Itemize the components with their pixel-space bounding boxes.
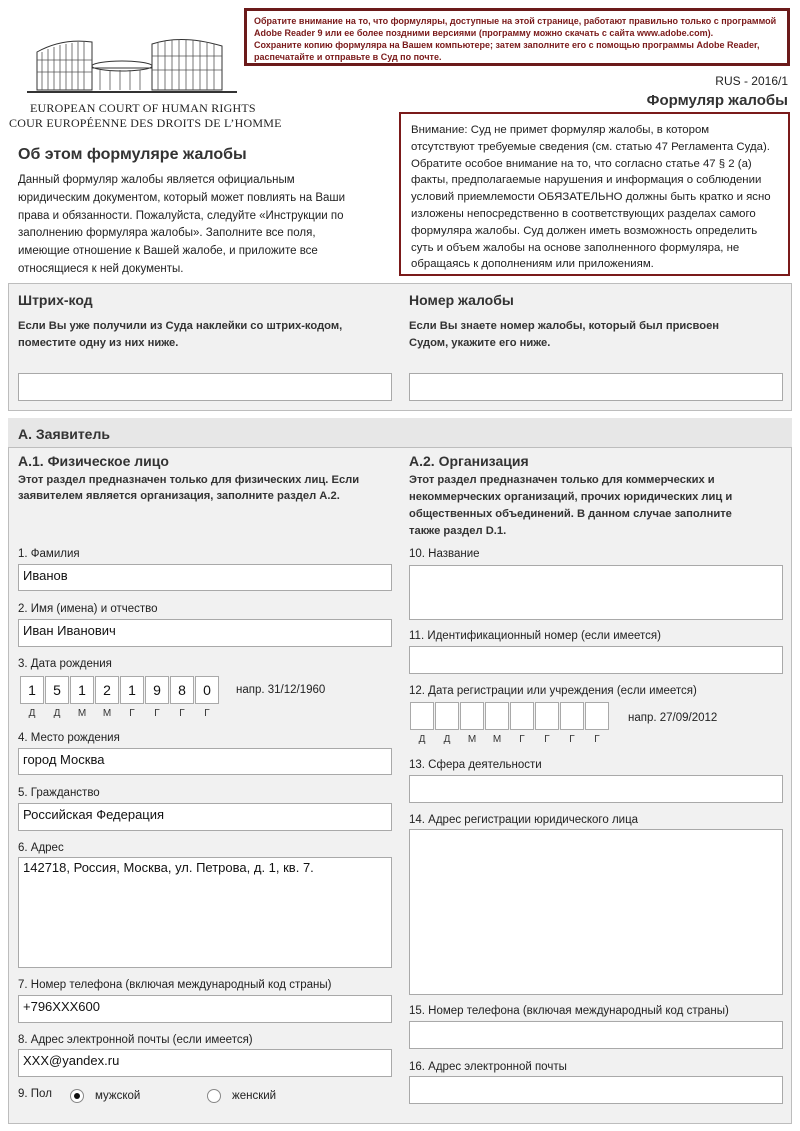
barcode-title: Штрих-код (18, 292, 93, 308)
case-number-desc-line: Судом, укажите его ниже. (409, 337, 551, 349)
organisation-desc-line: Этот раздел предназначен только для коммерческих и (409, 474, 715, 486)
phone-label: 7. Номер телефона (включая международный код страны) (18, 979, 332, 991)
reg-date-cell[interactable] (460, 702, 484, 730)
sex-female-label: женский (232, 1090, 277, 1102)
warning-box (399, 112, 790, 276)
adobe-notice (244, 8, 790, 66)
org-phone-field[interactable] (409, 1021, 783, 1049)
warning-line: отсутствуют требуемые сведения (см. статью 47 Регламента Суда). (411, 140, 770, 153)
dob-cell[interactable]: 9 (145, 676, 169, 704)
form-title: Формуляр жалобы (646, 92, 788, 109)
individual-title: A.1. Физическое лицо (18, 453, 169, 469)
dob-letter: Д (28, 708, 36, 719)
reg-date-letter: М (492, 734, 502, 745)
court-name-en: EUROPEAN COURT OF HUMAN RIGHTS (30, 101, 256, 115)
phone-field[interactable]: +796XXX600 (18, 995, 392, 1023)
notice-line: распечатайте и отправьте в Суд по почте. (254, 52, 442, 62)
warning-line: условий приемлемости ОБЯЗАТЕЛЬНО должны быть кратко и ясно (411, 191, 771, 204)
individual-desc-line: заявителем является организация, заполните раздел A.2. (18, 490, 340, 502)
organisation-desc-line: общественных объединений. В данном случае заполните (409, 508, 732, 520)
about-line: имеющие отношение к Вашей жалобе, и приложите все (18, 245, 318, 258)
address-label: 6. Адрес (18, 842, 64, 854)
court-building-icon (22, 30, 252, 100)
dob-letter: Г (179, 708, 185, 719)
organisation-desc-line: также раздел D.1. (409, 525, 507, 537)
warning-line: факты, предполагаемые нарушения и информация о соблюдении (411, 174, 762, 187)
dob-cell[interactable]: 2 (95, 676, 119, 704)
org-email-label: 16. Адрес электронной почты (409, 1061, 567, 1073)
about-line: юридическим документом, который может повлиять на Ваши (18, 191, 346, 204)
nationality-field[interactable]: Российская Федерация (18, 803, 392, 831)
reg-date-cell[interactable] (535, 702, 559, 730)
dob-letter: М (77, 708, 87, 719)
notice-line: Сохраните копию формуляра на Вашем компьютере; затем заполните его с помощью программы Adobe Reader, (254, 40, 760, 50)
sex-female-radio[interactable] (207, 1089, 221, 1103)
form-code: RUS - 2016/1 (715, 74, 788, 88)
section-a-header (8, 418, 792, 448)
dob-example: напр. 31/12/1960 (236, 684, 326, 696)
address-field[interactable]: 142718, Россия, Москва, ул. Петрова, д. 1, кв. 7. (18, 857, 392, 968)
dob-cell[interactable]: 5 (45, 676, 69, 704)
reg-date-letter: Д (443, 734, 451, 745)
surname-field[interactable]: Иванов (18, 564, 392, 591)
barcode-desc-line: поместите одну из них ниже. (18, 337, 179, 349)
email-label: 8. Адрес электронной почты (если имеется) (18, 1034, 253, 1046)
warning-line: формуляра жалобы. Суд должен иметь возможность определить (411, 224, 758, 237)
org-email-field[interactable] (409, 1076, 783, 1104)
warning-line: Внимание: Суд не примет формуляр жалобы, в котором (411, 124, 710, 136)
reg-date-letter: Г (594, 734, 600, 745)
dob-letter: Д (53, 708, 61, 719)
org-id-label: 11. Идентификационный номер (если имеется) (409, 630, 661, 642)
sex-male-label: мужской (95, 1090, 141, 1102)
reg-date-label: 12. Дата регистрации или учреждения (если имеется) (409, 685, 697, 697)
nationality-label: 5. Гражданство (18, 787, 100, 799)
dob-letter: М (102, 708, 112, 719)
court-name-fr: COUR EUROPÉENNE DES DROITS DE L’HOMME (9, 116, 282, 130)
individual-desc-line: Этот раздел предназначен только для физических лиц. Если (18, 474, 360, 486)
dob-letter: Г (204, 708, 210, 719)
barcode-field[interactable] (18, 373, 392, 401)
case-number-field[interactable] (409, 373, 783, 401)
warning-line: изложены непосредственно в соответствующих разделах самого (411, 207, 756, 220)
dob-cell[interactable]: 1 (70, 676, 94, 704)
organisation-title: A.2. Организация (409, 453, 529, 469)
reg-date-cell[interactable] (560, 702, 584, 730)
dob-letter: Г (154, 708, 160, 719)
reg-date-letter: Г (569, 734, 575, 745)
sex-label: 9. Пол (18, 1088, 52, 1100)
dob-cell[interactable]: 1 (20, 676, 44, 704)
case-number-title: Номер жалобы (409, 292, 514, 308)
notice-line: Обратите внимание на то, что формуляры, доступные на этой странице, работают правильно только с программой (254, 16, 777, 26)
activity-label: 13. Сфера деятельности (409, 759, 542, 771)
birthplace-label: 4. Место рождения (18, 732, 120, 744)
reg-date-cell[interactable] (485, 702, 509, 730)
about-line: заполнению формуляра жалобы». Заполните все поля, (18, 227, 316, 240)
case-number-desc (409, 318, 719, 352)
surname-label: 1. Фамилия (18, 548, 80, 560)
reg-address-field[interactable] (409, 829, 783, 995)
section-a-title: A. Заявитель (18, 426, 110, 442)
about-text (18, 172, 393, 279)
case-number-desc-line: Если Вы знаете номер жалобы, который был присвоен (409, 320, 720, 332)
activity-field[interactable] (409, 775, 783, 803)
dob-label: 3. Дата рождения (18, 658, 112, 670)
warning-line: обращаясь к дополнениям или приложениям. (411, 258, 654, 271)
reg-date-cell[interactable] (585, 702, 609, 730)
individual-desc (18, 472, 359, 504)
dob-cell[interactable]: 1 (120, 676, 144, 704)
birthplace-field[interactable]: город Москва (18, 748, 392, 775)
dob-cell[interactable]: 0 (195, 676, 219, 704)
warning-line: суть и объем жалобы на основе заполненного формуляра, не (411, 241, 740, 254)
reg-date-cell[interactable] (510, 702, 534, 730)
dob-letter: Г (129, 708, 135, 719)
reg-date-letter: Д (418, 734, 426, 745)
organisation-desc-line: некоммерческих организаций, прочих юридических лиц и (409, 491, 733, 503)
org-name-label: 10. Название (409, 548, 480, 560)
warning-line: Обратите особое внимание на то, что согласно статье 47 § 2 (a) (411, 157, 752, 170)
barcode-desc-line: Если Вы уже получили из Суда наклейки со штрих-кодом, (18, 320, 343, 332)
reg-address-label: 14. Адрес регистрации юридического лица (409, 814, 639, 826)
sex-male-radio[interactable] (70, 1089, 84, 1103)
email-field[interactable]: XXX@yandex.ru (18, 1049, 392, 1077)
reg-date-cell[interactable] (410, 702, 434, 730)
reg-date-example: напр. 27/09/2012 (628, 712, 718, 724)
first-names-label: 2. Имя (имена) и отчество (18, 603, 158, 615)
dob-cell[interactable]: 8 (170, 676, 194, 704)
first-names-field[interactable]: Иван Иванович (18, 619, 392, 647)
about-title: Об этом формуляре жалобы (18, 146, 247, 163)
org-name-field[interactable] (409, 565, 783, 620)
reg-date-letter: Г (544, 734, 550, 745)
organisation-desc (409, 472, 732, 540)
barcode-desc (18, 318, 342, 352)
about-line: Данный формуляр жалобы является официальным (18, 174, 295, 186)
org-id-field[interactable] (409, 646, 783, 674)
reg-date-letter: Г (519, 734, 525, 745)
about-line: права и обязанности. Пожалуйста, следуйте «Инструкции по (18, 209, 344, 222)
court-logo (22, 30, 252, 100)
about-line: относящиеся к ней документы. (18, 262, 184, 275)
reg-date-letter: М (467, 734, 477, 745)
notice-line: Adobe Reader 9 или ее более поздними версиями (программу можно скачать с сайта www.adobe.com). (254, 28, 714, 38)
org-phone-label: 15. Номер телефона (включая международный код страны) (409, 1005, 729, 1017)
reg-date-cell[interactable] (435, 702, 459, 730)
